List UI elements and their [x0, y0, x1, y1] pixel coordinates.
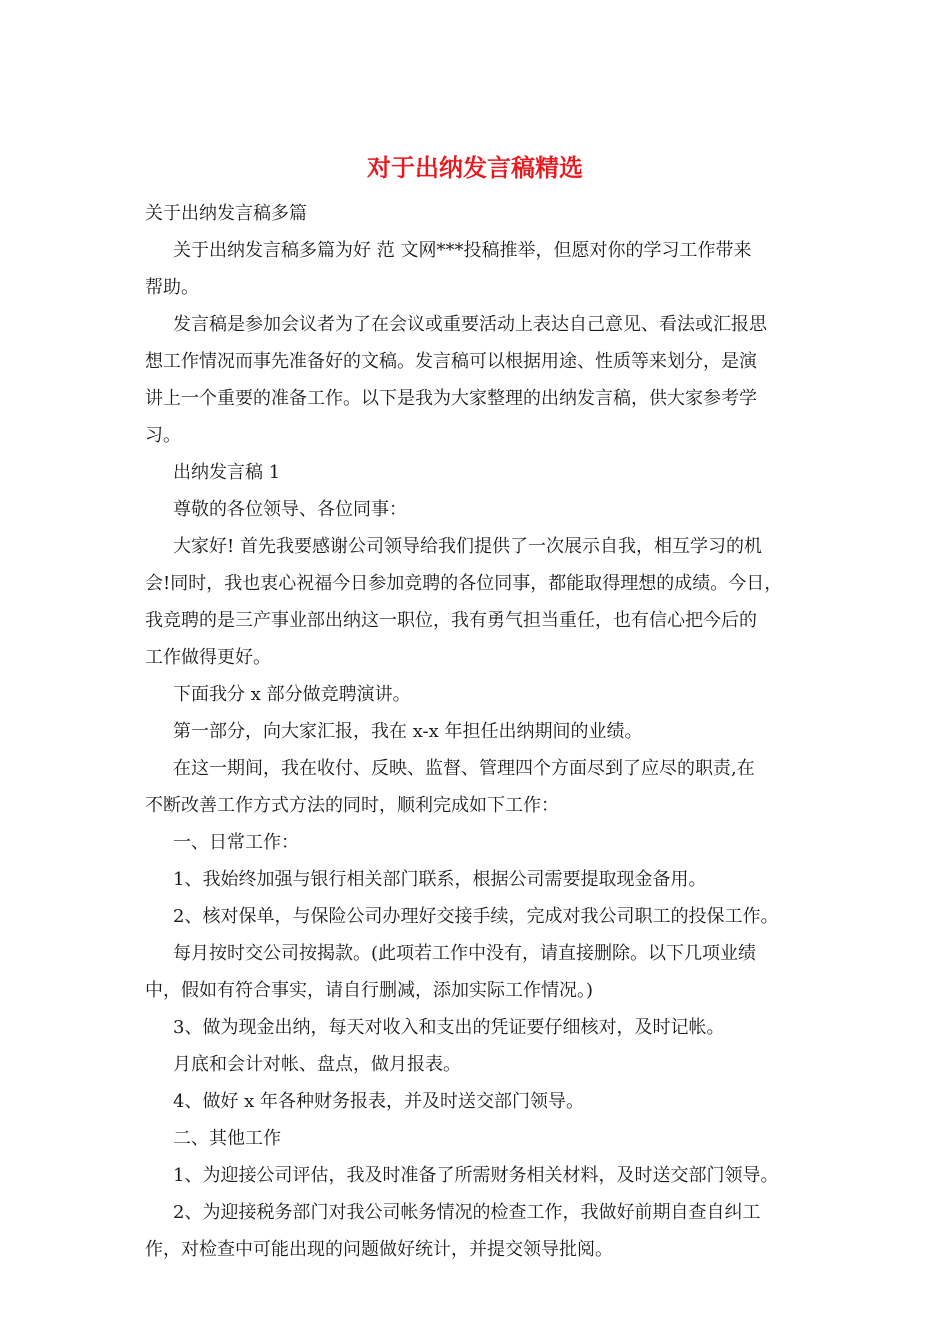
- list-item-daily-1: 1、我始终加强与银行相关部门联系，根据公司需要提取现金备用。: [173, 869, 707, 890]
- list-item-other-1: 1、为迎接公司评估，我及时准备了所需财务相关材料，及时送交部门领导。: [173, 1165, 779, 1186]
- body-line-greeting-2: 会!同时，我也衷心祝福今日参加竞聘的各位同事，都能取得理想的成绩。今日，: [145, 573, 783, 594]
- list-item-daily-2: 2、核对保单，与保险公司办理好交接手续，完成对我公司职工的投保工作。: [173, 906, 779, 927]
- document-title: 对于出纳发言稿精选: [367, 153, 583, 182]
- list-item-other-2-continued: 作，对检查中可能出现的问题做好统计，并提交领导批阅。: [145, 1239, 613, 1260]
- body-line-duties-1: 在这一期间，我在收付、反映、监督、管理四个方面尽到了应尽的职责,在: [173, 758, 755, 779]
- section-heading-speech-1: 出纳发言稿 1: [173, 462, 281, 483]
- section-heading-other-work: 二、其他工作: [173, 1128, 281, 1149]
- body-line-duties-2: 不断改善工作方式方法的同时，顺利完成如下工作：: [145, 795, 559, 816]
- body-line-greeting-1: 大家好! 首先我要感谢公司领导给我们提供了一次展示自我，相互学习的机: [173, 536, 762, 557]
- body-line-greeting-3: 我竞聘的是三产事业部出纳这一职位，我有勇气担当重任，也有信心把今后的: [145, 610, 757, 631]
- body-line-monthly-1: 每月按时交公司按揭款。(此项若工作中没有，请直接删除。以下几项业绩: [173, 943, 757, 964]
- list-item-other-2: 2、为迎接税务部门对我公司帐务情况的检查工作，我做好前期自查自纠工: [173, 1202, 761, 1223]
- body-line-monthly-2: 中，假如有符合事实，请自行删减，添加实际工作情况。): [145, 980, 594, 1001]
- body-line-part-one: 第一部分，向大家汇报，我在 x-x 年担任出纳期间的业绩。: [173, 721, 643, 742]
- list-item-daily-3: 3、做为现金出纳，每天对收入和支出的凭证要仔细核对，及时记帐。: [173, 1017, 725, 1038]
- body-line-intro-2: 帮助。: [145, 277, 199, 298]
- list-item-daily-4: 4、做好 x 年各种财务报表，并及时送交部门领导。: [173, 1091, 585, 1112]
- body-line-salutation: 尊敬的各位领导、各位同事：: [173, 499, 407, 520]
- body-line-definition-3: 讲上一个重要的准备工作。以下是我为大家整理的出纳发言稿，供大家参考学: [145, 388, 757, 409]
- body-line-month-end: 月底和会计对帐、盘点，做月报表。: [173, 1054, 461, 1075]
- body-line-intro-1: 关于出纳发言稿多篇为好 范 文网***投稿推举，但愿对你的学习工作带来: [173, 240, 752, 261]
- body-line-subtitle: 关于出纳发言稿多篇: [145, 203, 307, 224]
- body-line-definition-2: 想工作情况而事先准备好的文稿。发言稿可以根据用途、性质等来划分，是演: [145, 351, 757, 372]
- body-line-definition-1: 发言稿是参加会议者为了在会议或重要活动上表达自己意见、看法或汇报思: [173, 314, 767, 335]
- body-line-definition-4: 习。: [145, 425, 181, 446]
- section-heading-daily-work: 一、日常工作：: [173, 832, 299, 853]
- body-line-speech-parts: 下面我分 x 部分做竞聘演讲。: [173, 684, 411, 705]
- document-body: [145, 195, 817, 1268]
- body-line-greeting-4: 工作做得更好。: [145, 647, 271, 668]
